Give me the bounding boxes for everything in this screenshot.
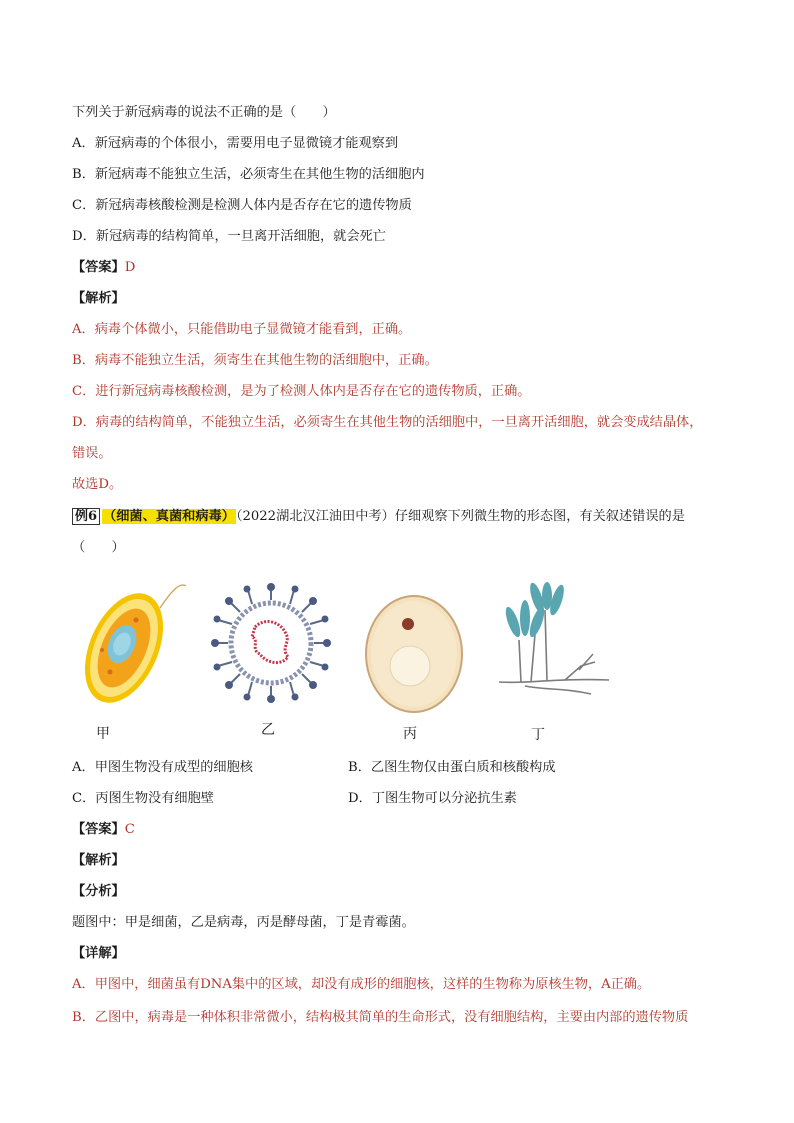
example-tag: 例6 <box>72 508 100 525</box>
stem-paren: （ ） <box>72 540 125 555</box>
option-a: A．新冠病毒的个体很小，需要用电子显微镜才能观察到 <box>72 136 399 151</box>
answer-line <box>72 821 135 839</box>
topic-tag: （细菌、真菌和病毒） <box>103 509 235 524</box>
figure-label-jia: 甲 <box>96 726 110 742</box>
conclusion: 故选D。 <box>72 477 123 492</box>
penicillium-figure <box>495 582 613 702</box>
figure-label-yi: 乙 <box>261 722 275 738</box>
analysis-label: 【解析】 <box>72 853 125 868</box>
bacterium-figure <box>72 580 192 710</box>
analysis-label: 【解析】 <box>72 291 125 306</box>
question-stem: 下列关于新冠病毒的说法不正确的是（ ） <box>72 105 336 120</box>
analysis-c: C．进行新冠病毒核酸检测，是为了检测人体内是否存在它的遗传物质，正确。 <box>72 384 531 399</box>
option-b: B．乙图生物仅由蛋白质和核酸构成 <box>348 760 556 775</box>
option-d: D．新冠病毒的结构简单，一旦离开活细胞，就会死亡 <box>72 229 386 244</box>
answer-label: 【答案】 <box>72 822 125 837</box>
answer-line <box>72 259 135 277</box>
detail-a: A．甲图中，细菌虽有DNA集中的区域，却没有成形的细胞核，这样的生物称为原核生物，A正确。 <box>72 977 651 992</box>
figure-label-bing: 丙 <box>403 726 417 742</box>
option-d: D．丁图生物可以分泌抗生素 <box>348 791 517 806</box>
stem-text: 仔细观察下列微生物的形态图，有关叙述错误的是 <box>394 509 685 524</box>
sub-label-analysis: 【分析】 <box>72 884 125 899</box>
analysis-b: B．病毒不能独立生活，须寄生在其他生物的活细胞中，正确。 <box>72 353 438 368</box>
analysis-d: D．病毒的结构简单，不能独立生活，必须寄生在其他生物的活细胞中，一旦离开活细胞，就会变成结晶体， <box>72 415 703 430</box>
sub-label-detail: 【详解】 <box>72 946 125 961</box>
analysis-a: A．病毒个体微小，只能借助电子显微镜才能看到，正确。 <box>72 322 412 337</box>
analysis-intro: 题图中：甲是细菌，乙是病毒，丙是酵母菌，丁是青霉菌。 <box>72 915 415 930</box>
virus-figure <box>210 582 332 704</box>
answer-value: C <box>124 822 135 837</box>
figure-label-ding: 丁 <box>531 727 545 743</box>
analysis-d-cont: 错误。 <box>72 446 112 461</box>
yeast-figure <box>362 592 466 716</box>
detail-b: B．乙图中，病毒是一种体积非常微小，结构极其简单的生命形式，没有细胞结构，主要由内部的遗传物质 <box>72 1010 689 1025</box>
option-a: A．甲图生物没有成型的细胞核 <box>72 760 253 775</box>
option-c: C．新冠病毒核酸检测是检测人体内是否存在它的遗传物质 <box>72 198 412 213</box>
answer-label: 【答案】 <box>72 260 125 275</box>
option-b: B．新冠病毒不能独立生活，必须寄生在其他生物的活细胞内 <box>72 167 425 182</box>
question-6-stem <box>72 508 685 526</box>
source: （2022湖北汉江油田中考） <box>235 509 395 524</box>
answer-value: D <box>124 260 136 275</box>
option-c: C．丙图生物没有细胞壁 <box>72 791 214 806</box>
